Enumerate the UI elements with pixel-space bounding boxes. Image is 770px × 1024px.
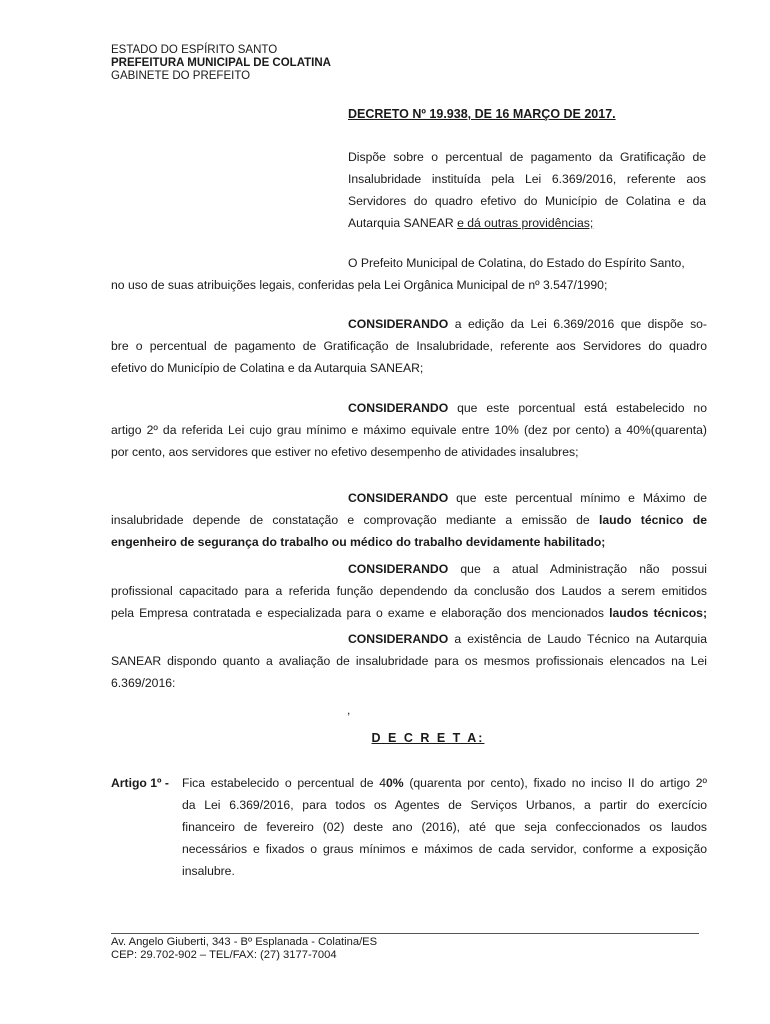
considerando-1: [111, 313, 707, 379]
decreta-heading: D E C R E T A:: [371, 731, 485, 745]
considerando-4: [111, 558, 707, 624]
article-1-label: Artigo 1º -: [111, 776, 169, 790]
considerando-keyword: CONSIDERANDO: [348, 401, 449, 415]
considerando-keyword: CONSIDERANDO: [348, 317, 449, 331]
considerando-keyword: CONSIDERANDO: [348, 632, 449, 646]
article-bold-text: 0%: [386, 776, 404, 790]
summary-line: [348, 212, 706, 234]
footer: [111, 936, 377, 962]
article-line: necessários e fixados o graus mínimos e máximos de cada servidor, conforme a exposição: [182, 842, 707, 856]
considerando-text: que este porcentual está estabelecido no: [448, 401, 707, 415]
state-name: ESTADO DO ESPÍRITO SANTO: [111, 44, 278, 56]
considerando-text: insalubridade depende de constatação e comprovação mediante a emissão de: [111, 513, 599, 527]
decree-summary: [348, 146, 706, 234]
considerando-keyword: CONSIDERANDO: [348, 562, 449, 576]
considerando-bold-text: laudo técnico de: [599, 513, 707, 527]
summary-text: Autarquia SANEAR: [348, 216, 458, 230]
considerando-2: [111, 397, 707, 463]
footer-contact: CEP: 29.702-902 – TEL/FAX: (27) 3177-7004: [111, 949, 337, 961]
considerando-3: [111, 487, 707, 553]
considerando-text: que este percentual mínimo e Máximo de: [448, 491, 707, 505]
preamble-line: O Prefeito Municipal de Colatina, do Estado do Espírito Santo,: [348, 256, 685, 270]
considerando-line: SANEAR dispondo quanto a avaliação de insalubridade para os mesmos profissionais elencados na Lei: [111, 654, 707, 668]
considerando-text: a existência de Laudo Técnico na Autarquia: [448, 632, 707, 646]
considerando-line: bre o percentual de pagamento de Gratificação de Insalubridade, referente aos Servidores do quadro: [111, 339, 707, 353]
considerando-text: pela Empresa contratada e especializada para o exame e elaboração dos mencionados: [111, 606, 610, 620]
stray-comma: ,: [347, 703, 351, 717]
considerando-bold-text: engenheiro de segurança do trabalho ou médico do trabalho devidamente habilitado;: [111, 535, 606, 549]
considerando-line: artigo 2º da referida Lei cujo grau mínimo e máximo equivale entre 10% (dez por cento) a 40%(quarenta): [111, 423, 707, 437]
article-text: (quarenta por cento), fixado no inciso II do artigo 2º: [403, 776, 707, 790]
considerando-keyword: CONSIDERANDO: [348, 491, 449, 505]
article-text: Fica estabelecido o percentual de 4: [182, 776, 387, 790]
letterhead: [111, 44, 331, 83]
considerando-line: 6.369/2016:: [111, 676, 176, 690]
considerando-line: efetivo do Município de Colatina e da Autarquia SANEAR;: [111, 361, 424, 375]
considerando-line: profissional capacitado para a referida função dependendo da conclusão dos Laudos a serem emitidos: [111, 584, 707, 598]
preamble: [111, 252, 707, 296]
article-line: insalubre.: [182, 864, 235, 878]
article-1-body: [182, 772, 707, 882]
footer-divider: [111, 933, 699, 934]
summary-line: Servidores do quadro efetivo do Município de Colatina e da: [348, 194, 706, 208]
article-line: da Lei 6.369/2016, para todos os Agentes de Serviços Urbanos, a partir do exercício: [182, 798, 707, 812]
preamble-line: no uso de suas atribuições legais, conferidas pela Lei Orgânica Municipal de nº 3.547/1990;: [111, 278, 608, 292]
considerando-text: que a atual Administração não possui: [448, 562, 707, 576]
decree-title: DECRETO Nº 19.938, DE 16 MARÇO DE 2017.: [348, 107, 616, 121]
considerando-5: [111, 628, 707, 694]
city-hall-name: PREFEITURA MUNICIPAL DE COLATINA: [111, 57, 331, 69]
summary-line: Insalubridade instituída pela Lei 6.369/2016, referente aos: [348, 172, 706, 186]
footer-address: Av. Angelo Giuberti, 343 - Bº Esplanada - Colatina/ES: [111, 936, 378, 948]
considerando-text: a edição da Lei 6.369/2016 que dispõe so-: [448, 317, 707, 331]
article-line: financeiro de fevereiro (02) deste ano (2016), até que seja confeccionados os laudos: [182, 820, 707, 834]
summary-underlined-text: e dá outras providências;: [457, 216, 594, 230]
considerando-line: por cento, aos servidores que estiver no efetivo desempenho de atividades insalubres;: [111, 445, 579, 459]
considerando-bold-text: laudos técnicos;: [609, 606, 707, 620]
cabinet-name: GABINETE DO PREFEITO: [111, 70, 251, 82]
summary-line: Dispõe sobre o percentual de pagamento da Gratificação de: [348, 150, 706, 164]
